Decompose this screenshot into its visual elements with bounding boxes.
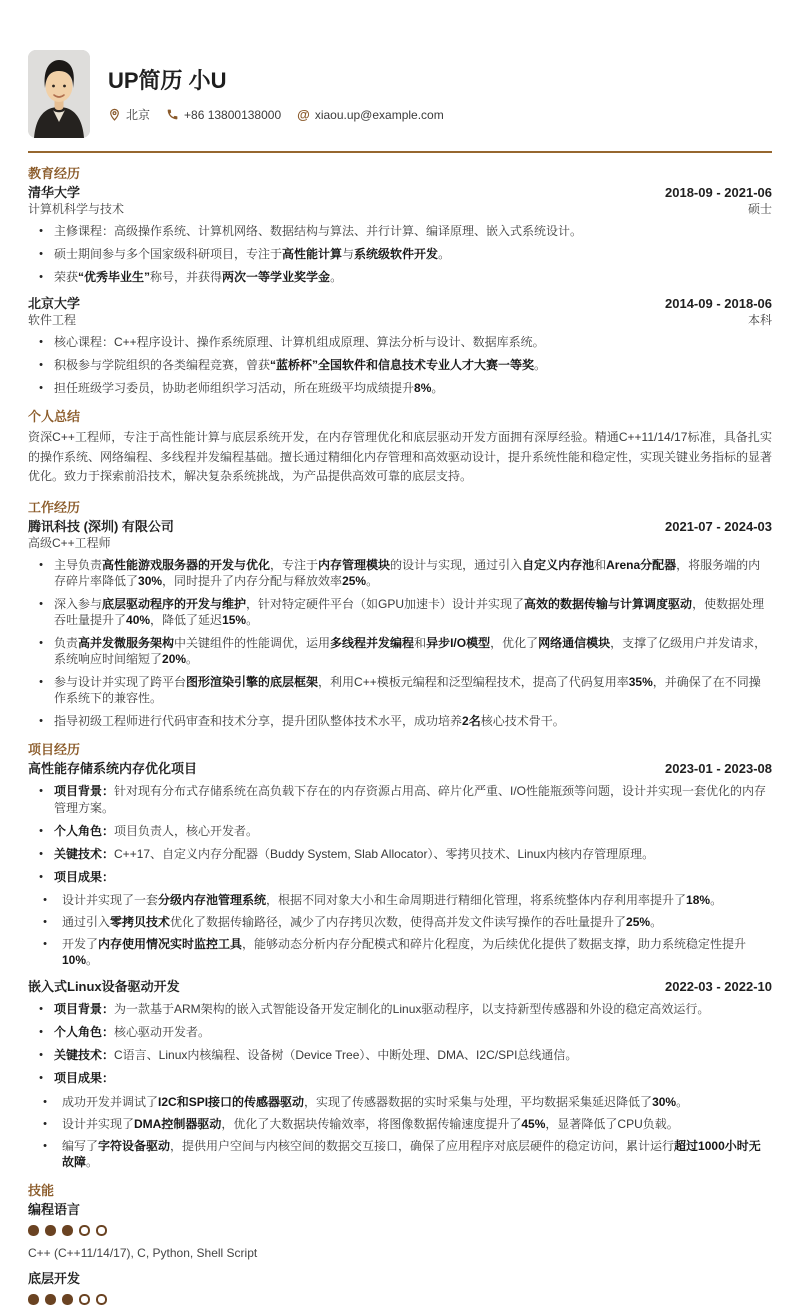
summary-paragraph: 资深C++工程师，专注于高性能计算与底层系统开发，在内存管理优化和底层驱动开发方面拥有深厚经验。精通C++11/14/17标准，具备扎实的操作系统、网络编程、多线程并发编程基础。擅长通过精细化内存管理和高效驱动设计，提升系统性能和稳定性，实现关键业务指标的显著优化。致力于探索前沿技术，解决复杂系统挑战，为产品提供高效可靠的底层支持。	[28, 430, 773, 484]
bold-text-run: 网络通信模块	[538, 636, 611, 651]
text-run: 。	[534, 358, 547, 373]
text-run: 担任班级学习委员，协助老师组织学习活动，所在班级平均成绩提升	[54, 381, 415, 396]
text-run: 。	[366, 573, 379, 588]
text-run: 称号，并获得	[150, 270, 223, 285]
bullet-item	[28, 713, 772, 729]
bullet-text	[54, 557, 772, 589]
entry-projects-0	[28, 760, 772, 968]
sub-bullet-text	[62, 1116, 772, 1132]
skill-dot-empty	[79, 1294, 90, 1305]
bold-text-run: 20%	[162, 652, 187, 667]
bold-text-run: 项目背景：	[54, 1002, 115, 1017]
text-run: 成功开发并调试了	[62, 1094, 159, 1109]
skill-detail: C++ (C++11/14/17), C, Python, Shell Script	[28, 1245, 258, 1260]
text-run: 核心课程：C++程序设计、操作系统原理、计算机组成原理、算法分析与设计、数据库系统。	[54, 335, 545, 350]
bullet-text	[54, 1047, 772, 1063]
text-run: 。	[86, 1154, 99, 1169]
bullet-marker: •	[39, 359, 43, 372]
text-run: 针对现有分布式存储系统在高负载下存在的内存资源占用高、碎片化严重、I/O性能瓶颈等问题，设计并实现一套优化的内存管理方案。	[54, 784, 767, 815]
bullet-marker: •	[39, 1003, 43, 1016]
text-run: 荣获	[54, 270, 79, 285]
bullet-item	[28, 674, 772, 706]
bold-text-run: 高效的数据传输与计算调度驱动	[524, 596, 693, 611]
sub-bullet-item	[28, 1094, 772, 1110]
text-run: 和	[414, 636, 427, 651]
contact-item	[108, 106, 150, 123]
text-run: 中关键组件的性能调优，运用	[174, 636, 331, 651]
bullet-item	[28, 1047, 772, 1063]
entry-subrow	[28, 201, 772, 217]
text-run: ，利用C++模板元编程和泛型编程技术，提高了代码复用率	[318, 675, 629, 690]
skill-1	[28, 1270, 772, 1305]
bullet-item	[28, 1024, 772, 1040]
text-run: 。	[438, 247, 451, 262]
location-icon	[108, 108, 121, 121]
section-heading-projects: 项目经历	[28, 742, 81, 758]
text-run: ，支撑了亿级用户并发请求，系统响应时间缩短了	[54, 636, 767, 667]
entry-head	[28, 978, 772, 995]
entry-degree: 硕士	[747, 202, 772, 216]
sub-bullet-marker: •	[43, 915, 47, 928]
bullet-list	[28, 1001, 772, 1170]
text-run: 编写了	[62, 1138, 99, 1153]
entry-title: 清华大学	[28, 185, 81, 200]
bullet-marker: •	[39, 597, 43, 610]
skill-name: 编程语言	[28, 1201, 81, 1217]
bullet-item	[28, 223, 772, 239]
text-run: 的设计与实现，通过引入	[390, 557, 523, 572]
sub-bullet-text	[62, 1094, 772, 1110]
bold-text-run: 高性能游戏服务器的开发与优化	[102, 557, 271, 572]
bullet-text	[54, 674, 772, 706]
bullet-text	[54, 269, 772, 285]
sub-bullet-list	[28, 1094, 772, 1170]
section-work	[28, 500, 772, 730]
section-summary	[28, 409, 772, 486]
text-run: 为一款基于ARM架构的嵌入式智能设备开发定制化的Linux驱动程序，以支持新型传感器和外设的稳定高效运行。	[114, 1002, 710, 1017]
bold-text-run: 多线程并发编程	[330, 636, 415, 651]
bold-text-run: 图形渲染引擎的底层框架	[186, 675, 319, 690]
entry-title: 高性能存储系统内存优化项目	[28, 761, 198, 777]
text-run: ，降低了延迟	[150, 613, 223, 628]
sub-bullet-marker: •	[43, 1095, 47, 1108]
skill-name: 底层开发	[28, 1270, 81, 1286]
contact-text: xiaou.up@example.com	[314, 107, 444, 122]
text-run: 核心驱动开发者。	[114, 1025, 211, 1040]
bullet-text	[54, 1024, 772, 1040]
contact-row	[108, 106, 444, 123]
bold-text-run: 18%	[686, 892, 711, 907]
text-run: 优化了数据传输路径，减少了内存拷贝次数，使得高并发文件读写操作的吞吐量提升了	[170, 914, 627, 929]
bullet-text	[54, 246, 772, 262]
bold-text-run: 项目背景：	[54, 784, 115, 799]
sub-bullet-wrap	[28, 892, 772, 968]
text-run: 。	[431, 381, 444, 396]
sub-bullet-text	[62, 914, 772, 930]
text-run: 和	[594, 557, 607, 572]
bold-text-run: 内存管理模块	[318, 557, 391, 572]
bold-text-run: 底层驱动程序的开发与维护	[102, 596, 247, 611]
sub-bullet-list	[28, 892, 772, 968]
skill-dot-empty	[96, 1225, 107, 1236]
section-heading-education: 教育经历	[28, 166, 81, 181]
bullet-marker: •	[39, 637, 43, 650]
contact-item	[297, 108, 444, 122]
entry-work-0	[28, 518, 772, 730]
entry-education-0	[28, 184, 772, 285]
entry-date: 2023-01 - 2023-08	[665, 761, 772, 777]
text-run: 。	[330, 270, 343, 285]
profile-photo	[28, 50, 90, 138]
entry-subrow	[28, 535, 772, 551]
text-run: 。	[676, 1094, 689, 1109]
bold-text-run: 40%	[126, 613, 151, 628]
bullet-text	[54, 1001, 772, 1017]
sub-bullet-text	[62, 936, 772, 968]
sub-bullet-item	[28, 1116, 772, 1132]
contact-item	[166, 108, 281, 122]
bold-text-run: 15%	[222, 613, 247, 628]
sub-bullet-text	[62, 892, 772, 908]
bullet-text	[54, 635, 772, 667]
bullet-marker: •	[39, 1049, 43, 1062]
bold-text-run: 项目成果：	[54, 1071, 115, 1086]
bullet-text	[54, 334, 772, 350]
bullet-item	[28, 783, 772, 815]
text-run: 项目负责人，核心开发者。	[114, 823, 259, 838]
text-run: 负责	[54, 636, 79, 651]
bold-text-run: 45%	[521, 1116, 546, 1131]
bold-text-run: 高性能计算	[282, 247, 343, 262]
entry-head	[28, 295, 772, 312]
bold-text-run: “蓝桥杯”全国软件和信息技术专业人才大赛一等奖	[270, 358, 535, 373]
entry-date: 2022-03 - 2022-10	[665, 979, 772, 995]
text-run: 。	[186, 652, 199, 667]
bold-text-run: DMA控制器驱动	[134, 1116, 222, 1131]
bullet-item	[28, 869, 772, 885]
resume-header	[28, 50, 772, 138]
bullet-marker: •	[39, 870, 43, 883]
section-projects	[28, 742, 772, 1169]
sub-bullet-item	[28, 892, 772, 908]
text-run: 参与设计并实现了跨平台	[54, 675, 187, 690]
bullet-item	[28, 557, 772, 589]
section-heading-summary: 个人总结	[28, 409, 81, 425]
bullet-text	[54, 223, 772, 239]
bold-text-run: 30%	[652, 1094, 677, 1109]
bullet-item	[28, 1070, 772, 1086]
bullet-list	[28, 783, 772, 968]
bullet-text	[54, 869, 772, 885]
bullet-marker: •	[39, 715, 43, 728]
sub-bullet-marker: •	[43, 1139, 47, 1152]
bullet-text	[54, 357, 772, 373]
sub-bullet-item	[28, 936, 772, 968]
sub-bullet-item	[28, 1138, 772, 1170]
bullet-item	[28, 635, 772, 667]
section-education	[28, 166, 772, 396]
bullet-list	[28, 334, 772, 396]
entry-date: 2018-09 - 2021-06	[665, 185, 772, 200]
text-run: ，专注于	[270, 557, 319, 572]
entry-degree: 本科	[747, 313, 772, 328]
sub-bullet-marker: •	[43, 938, 47, 951]
sub-bullet-marker: •	[43, 1117, 47, 1130]
contact-text: +86 13800138000	[184, 107, 282, 122]
bold-text-run: Arena分配器	[606, 557, 677, 572]
bullet-text	[54, 823, 772, 839]
entry-date: 2021-07 - 2024-03	[665, 518, 772, 534]
contact-text: 北京	[126, 108, 151, 122]
entry-head	[28, 518, 772, 535]
text-run: ，优化了	[490, 636, 539, 651]
bullet-marker: •	[39, 847, 43, 860]
text-run: C++17、自定义内存分配器（Buddy System, Slab Allocator）、零拷贝技术、Linux内核内存管理原理。	[114, 846, 655, 861]
bold-text-run: 关键技术：	[54, 1048, 115, 1063]
entry-title: 嵌入式Linux设备驱动开发	[28, 979, 180, 995]
text-run: 与	[342, 247, 355, 262]
text-run: ，根据不同对象大小和生命周期进行精细化管理，将系统整体内存利用率提升了	[266, 892, 687, 907]
bold-text-run: 10%	[62, 953, 87, 968]
skill-dot-filled	[62, 1225, 73, 1236]
bullet-item	[28, 823, 772, 839]
bullet-marker: •	[39, 676, 43, 689]
bold-text-run: “优秀毕业生”	[78, 270, 151, 285]
skill-level-dots	[28, 1225, 772, 1236]
entry-projects-1	[28, 978, 772, 1170]
bold-text-run: 超过1000小时无故障	[62, 1138, 761, 1169]
bullet-item	[28, 269, 772, 285]
text-run: 深入参与	[54, 596, 103, 611]
text-run: 硕士期间参与多个国家级科研项目，专注于	[54, 247, 283, 262]
header-divider	[28, 151, 772, 153]
skill-dot-filled	[45, 1294, 56, 1305]
bold-text-run: 2名	[462, 714, 481, 729]
bold-text-run: 项目成果：	[54, 869, 115, 884]
bold-text-run: I2C和SPI接口的传感器驱动	[158, 1094, 305, 1109]
skill-dot-filled	[62, 1294, 73, 1305]
text-run: 开发了	[62, 937, 99, 952]
text-run: 。	[86, 953, 99, 968]
text-run: 主修课程：高级操作系统、计算机网络、数据结构与算法、并行计算、编译原理、嵌入式系统设计。	[54, 224, 583, 238]
text-run: 指导初级工程师进行代码审查和技术分享，提升团队整体技术水平，成功培养	[54, 714, 463, 729]
bullet-text	[54, 713, 772, 729]
sub-bullet-text	[62, 1138, 772, 1170]
bullet-marker: •	[39, 336, 43, 349]
bold-text-run: 个人角色：	[54, 823, 115, 838]
section-heading-skills: 技能	[28, 1182, 55, 1198]
bold-text-run: 8%	[414, 381, 432, 396]
bold-text-run: 35%	[628, 675, 653, 690]
bold-text-run: 内存使用情况实时监控工具	[98, 937, 243, 952]
bold-text-run: 关键技术：	[54, 846, 115, 861]
bold-text-run: 两次一等学业奖学金	[222, 270, 331, 285]
bullet-marker: •	[39, 1072, 43, 1085]
entry-title: 腾讯科技 (深圳) 有限公司	[28, 518, 174, 534]
bullet-item	[28, 334, 772, 350]
email-icon: @	[297, 107, 310, 122]
entry-subtitle: 计算机科学与技术	[28, 202, 125, 216]
text-run: ，提供用户空间与内核空间的数据交互接口，确保了应用程序对底层硬件的稳定访问，累计运行	[170, 1138, 675, 1153]
bullet-text	[54, 846, 772, 862]
resume-body	[28, 166, 772, 1305]
bullet-item	[28, 846, 772, 862]
bullet-marker: •	[39, 785, 43, 798]
bullet-text	[54, 783, 772, 815]
bullet-marker: •	[39, 558, 43, 571]
skill-dot-empty	[96, 1294, 107, 1305]
sub-bullet-item	[28, 914, 772, 930]
entry-head	[28, 760, 772, 777]
sub-bullet-marker: •	[43, 893, 47, 906]
bullet-item	[28, 246, 772, 262]
text-run: ，能够动态分析内存分配模式和碎片化程度，为后续优化提供了数据支撑，助力系统稳定性提升	[242, 937, 747, 952]
skill-level-dots	[28, 1294, 772, 1305]
skill-dot-empty	[79, 1225, 90, 1236]
entry-date: 2014-09 - 2018-06	[665, 296, 772, 312]
bullet-item	[28, 596, 772, 628]
entry-subtitle: 软件工程	[28, 313, 77, 328]
bullet-marker: •	[39, 382, 43, 395]
text-run: 设计并实现了	[62, 1116, 135, 1131]
bold-text-run: 25%	[342, 573, 367, 588]
bold-text-run: 分级内存池管理系统	[158, 892, 267, 907]
text-run: ，同时提升了内存分配与释放效率	[162, 573, 343, 588]
skill-dot-filled	[45, 1225, 56, 1236]
bullet-marker: •	[39, 248, 43, 261]
section-heading-work: 工作经历	[28, 499, 81, 515]
bullet-list	[28, 557, 772, 730]
text-run: 积极参与学院组织的各类编程竞赛，曾获	[54, 358, 271, 373]
header-text-block	[90, 50, 444, 123]
bullet-item	[28, 380, 772, 396]
sub-bullet-wrap	[28, 1094, 772, 1170]
bold-text-run: 高并发微服务架构	[78, 636, 175, 651]
bold-text-run: 字符设备驱动	[98, 1138, 171, 1153]
text-run: ，显著降低了CPU负载。	[545, 1116, 679, 1131]
bullet-item	[28, 357, 772, 373]
bold-text-run: 30%	[138, 573, 163, 588]
text-run: ，优化了大数据块传输效率，将图像数据传输速度提升了	[221, 1116, 522, 1131]
bold-text-run: 个人角色：	[54, 1025, 115, 1040]
bold-text-run: 异步I/O模型	[426, 636, 491, 651]
text-run: 通过引入	[62, 914, 111, 929]
text-run: 。	[710, 892, 723, 907]
text-run: ，针对特定硬件平台（如GPU加速卡）设计并实现了	[246, 596, 525, 611]
bullet-item	[28, 1001, 772, 1017]
text-run: ，将服务端的内存碎片率降低了	[54, 557, 761, 588]
text-run: ，使数据处理吞吐量提升了	[54, 596, 765, 628]
entry-title: 北京大学	[28, 296, 81, 312]
bullet-list	[28, 223, 772, 285]
bold-text-run: 25%	[626, 914, 651, 929]
candidate-name: UP简历 小U	[108, 68, 227, 93]
bold-text-run: 零拷贝技术	[110, 914, 171, 929]
text-run: ，实现了传感器数据的实时采集与处理，平均数据采集延迟降低了	[304, 1094, 653, 1109]
text-run: 核心技术骨干。	[480, 714, 565, 729]
entry-subrow	[28, 312, 772, 328]
text-run: ，并确保了在不同操作系统下的兼容性。	[54, 675, 761, 706]
profile-photo-illustration	[28, 50, 90, 138]
text-run: 。	[246, 613, 259, 628]
bullet-marker: •	[39, 824, 43, 837]
text-run: 。	[650, 914, 663, 929]
entry-subtitle: 高级C++工程师	[28, 535, 111, 550]
skill-dot-filled	[28, 1225, 39, 1236]
bullet-text	[54, 380, 772, 396]
entry-head	[28, 184, 772, 201]
skill-dot-filled	[28, 1294, 39, 1305]
skill-0	[28, 1201, 772, 1261]
section-skills	[28, 1183, 772, 1305]
phone-icon	[166, 108, 179, 121]
bullet-marker: •	[39, 225, 43, 237]
text-run: C语言、Linux内核编程、设备树（Device Tree）、中断处理、DMA、I2C/SPI总线通信。	[114, 1048, 578, 1063]
bullet-text	[54, 1070, 772, 1086]
text-run: 主导负责	[54, 557, 103, 572]
bullet-marker: •	[39, 271, 43, 284]
text-run: 设计并实现了一套	[62, 892, 159, 907]
bullet-marker: •	[39, 1026, 43, 1039]
bullet-text	[54, 596, 772, 628]
bold-text-run: 系统级软件开发	[354, 247, 439, 262]
entry-education-1	[28, 295, 772, 396]
bold-text-run: 自定义内存池	[522, 557, 595, 572]
